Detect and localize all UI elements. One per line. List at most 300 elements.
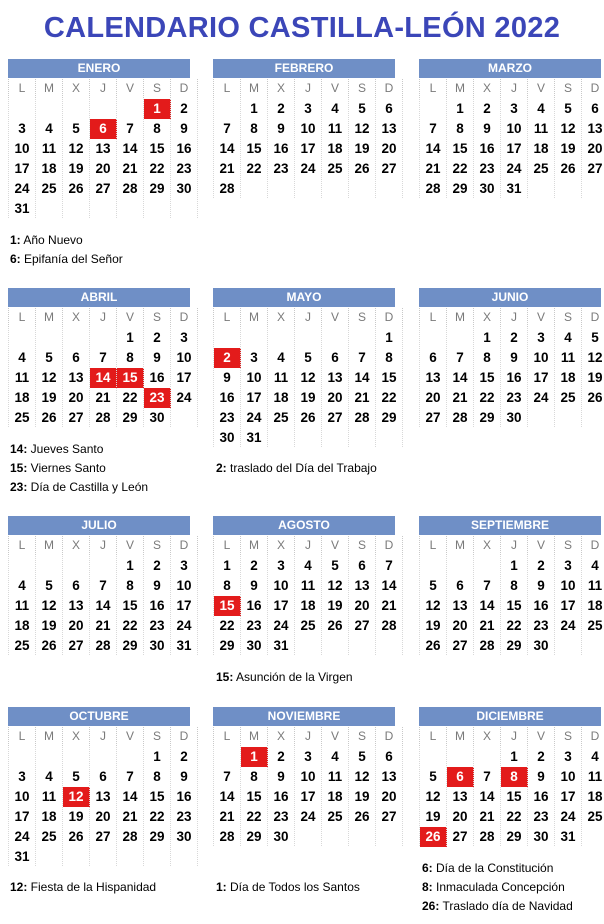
day-cell: 23	[528, 807, 555, 827]
day-cell: 1	[501, 556, 528, 576]
weekday-label: M	[447, 727, 474, 747]
day-cell: 8	[447, 119, 474, 139]
day-cell: 20	[447, 616, 474, 636]
weekday-label: L	[214, 79, 241, 99]
day-cell: 19	[36, 616, 63, 636]
day-cell: 13	[376, 119, 403, 139]
week-row	[9, 139, 198, 159]
day-cell: 22	[144, 159, 171, 179]
empty-cell	[349, 428, 376, 448]
empty-cell	[90, 556, 117, 576]
day-cell: 21	[349, 388, 376, 408]
weekday-label: J	[90, 727, 117, 747]
day-cell: 24	[268, 616, 295, 636]
weekday-label: L	[214, 536, 241, 556]
empty-cell	[90, 747, 117, 767]
day-cell: 24	[295, 159, 322, 179]
weekday-label: M	[36, 727, 63, 747]
day-cell: 6	[322, 348, 349, 368]
day-cell: 29	[501, 636, 528, 656]
week-row	[214, 348, 403, 368]
day-cell: 14	[420, 139, 447, 159]
weekday-label: J	[90, 536, 117, 556]
day-cell: 6	[420, 348, 447, 368]
week-row	[214, 827, 403, 847]
weekday-label: V	[322, 308, 349, 328]
holiday-note	[422, 897, 573, 916]
weekday-label: L	[9, 308, 36, 328]
day-cell: 15	[376, 368, 403, 388]
week-row	[214, 408, 403, 428]
week-row	[420, 556, 604, 576]
weekday-label: M	[447, 308, 474, 328]
day-cell: 17	[241, 388, 268, 408]
month-febrero	[213, 59, 395, 199]
weekday-label: D	[171, 536, 198, 556]
holiday-note-day: 26:	[422, 899, 440, 913]
weekday-label: X	[474, 536, 501, 556]
empty-cell	[268, 428, 295, 448]
holiday-note	[216, 459, 377, 478]
day-cell: 9	[214, 368, 241, 388]
holiday-note-day: 6:	[10, 252, 21, 266]
week-row	[420, 787, 604, 807]
day-cell: 18	[322, 139, 349, 159]
empty-cell	[420, 556, 447, 576]
empty-cell	[171, 847, 198, 867]
day-cell: 19	[420, 616, 447, 636]
day-cell: 25	[555, 388, 582, 408]
day-cell: 8	[376, 348, 403, 368]
day-cell: 22	[474, 388, 501, 408]
week-row	[9, 747, 198, 767]
day-cell: 16	[171, 139, 198, 159]
empty-cell	[474, 747, 501, 767]
day-cell: 24	[555, 616, 582, 636]
holiday-day-cell: 12	[63, 787, 90, 807]
day-cell: 22	[144, 807, 171, 827]
week-row	[214, 119, 403, 139]
day-cell: 6	[349, 556, 376, 576]
weekday-label: V	[528, 727, 555, 747]
weekday-label: M	[447, 79, 474, 99]
week-row	[214, 179, 403, 199]
weekday-label: V	[117, 79, 144, 99]
day-cell: 13	[322, 368, 349, 388]
day-cell: 8	[241, 767, 268, 787]
month-grid	[8, 78, 198, 219]
day-cell: 8	[117, 348, 144, 368]
holiday-note-day: 2:	[216, 461, 227, 475]
weekday-label: J	[90, 308, 117, 328]
empty-cell	[36, 99, 63, 119]
day-cell: 11	[9, 596, 36, 616]
day-cell: 1	[117, 328, 144, 348]
day-cell: 3	[295, 99, 322, 119]
day-cell: 5	[349, 747, 376, 767]
day-cell: 30	[241, 636, 268, 656]
holiday-note-text: Viernes Santo	[27, 461, 106, 475]
day-cell: 10	[9, 787, 36, 807]
weekday-label: J	[501, 79, 528, 99]
day-cell: 22	[501, 616, 528, 636]
weekday-label: M	[241, 727, 268, 747]
month-diciembre	[419, 707, 601, 847]
month-header: ABRIL	[8, 288, 190, 307]
day-cell: 4	[268, 348, 295, 368]
day-cell: 5	[555, 99, 582, 119]
day-cell: 28	[349, 408, 376, 428]
month-noviembre	[213, 707, 395, 847]
day-cell: 29	[117, 408, 144, 428]
day-cell: 6	[63, 576, 90, 596]
day-cell: 14	[474, 787, 501, 807]
holiday-note-text: Fiesta de la Hispanidad	[27, 880, 157, 894]
day-cell: 17	[295, 139, 322, 159]
week-row	[420, 159, 604, 179]
day-cell: 18	[9, 388, 36, 408]
weekday-label: X	[474, 727, 501, 747]
day-cell: 19	[349, 139, 376, 159]
month-agosto	[213, 516, 395, 656]
empty-cell	[447, 328, 474, 348]
week-row	[9, 847, 198, 867]
day-cell: 26	[63, 179, 90, 199]
day-cell: 19	[420, 807, 447, 827]
day-cell: 28	[214, 179, 241, 199]
day-cell: 1	[241, 99, 268, 119]
day-cell: 14	[474, 596, 501, 616]
day-cell: 22	[501, 807, 528, 827]
holiday-day-cell: 8	[501, 767, 528, 787]
week-row	[9, 368, 198, 388]
day-cell: 13	[349, 576, 376, 596]
empty-cell	[90, 99, 117, 119]
day-cell: 22	[241, 159, 268, 179]
day-cell: 21	[214, 159, 241, 179]
day-cell: 18	[582, 596, 604, 616]
weekday-label: S	[144, 727, 171, 747]
week-row	[420, 767, 604, 787]
day-cell: 15	[241, 139, 268, 159]
day-cell: 16	[501, 368, 528, 388]
day-cell: 25	[268, 408, 295, 428]
day-cell: 2	[268, 747, 295, 767]
day-cell: 21	[376, 596, 403, 616]
week-row	[214, 139, 403, 159]
day-cell: 23	[501, 388, 528, 408]
day-cell: 6	[376, 99, 403, 119]
weekday-label: L	[420, 79, 447, 99]
week-row	[420, 616, 604, 636]
week-row	[214, 576, 403, 596]
empty-cell	[36, 847, 63, 867]
empty-cell	[376, 827, 403, 847]
empty-cell	[63, 556, 90, 576]
month-grid	[8, 307, 198, 428]
month-grid	[213, 535, 403, 656]
day-cell: 25	[528, 159, 555, 179]
holiday-note-text: Jueves Santo	[27, 442, 104, 456]
day-cell: 22	[376, 388, 403, 408]
day-cell: 15	[474, 368, 501, 388]
empty-cell	[63, 328, 90, 348]
weekday-label: X	[63, 536, 90, 556]
day-cell: 17	[171, 596, 198, 616]
day-cell: 18	[295, 596, 322, 616]
day-cell: 12	[349, 767, 376, 787]
day-cell: 9	[171, 119, 198, 139]
empty-cell	[474, 556, 501, 576]
empty-cell	[582, 636, 604, 656]
empty-cell	[9, 556, 36, 576]
day-cell: 16	[214, 388, 241, 408]
day-cell: 18	[528, 139, 555, 159]
day-cell: 10	[171, 576, 198, 596]
week-row	[9, 576, 198, 596]
day-cell: 18	[555, 368, 582, 388]
weekday-label: D	[582, 308, 604, 328]
day-cell: 5	[36, 348, 63, 368]
day-cell: 5	[322, 556, 349, 576]
weekday-label: D	[171, 727, 198, 747]
holiday-day-cell: 6	[90, 119, 117, 139]
weekday-label: L	[214, 727, 241, 747]
day-cell: 18	[9, 616, 36, 636]
week-row	[420, 328, 604, 348]
empty-cell	[36, 747, 63, 767]
holiday-notes-q2-left	[10, 440, 148, 497]
empty-cell	[214, 99, 241, 119]
holiday-day-cell: 15	[117, 368, 144, 388]
day-cell: 29	[117, 636, 144, 656]
holiday-note	[10, 459, 148, 478]
empty-cell	[322, 428, 349, 448]
day-cell: 25	[322, 807, 349, 827]
weekday-label: S	[144, 79, 171, 99]
day-cell: 26	[349, 807, 376, 827]
day-cell: 24	[295, 807, 322, 827]
day-cell: 31	[9, 199, 36, 219]
day-cell: 3	[9, 119, 36, 139]
week-row	[214, 388, 403, 408]
day-cell: 2	[268, 99, 295, 119]
day-cell: 25	[9, 636, 36, 656]
month-grid	[419, 535, 604, 656]
day-cell: 16	[528, 787, 555, 807]
day-cell: 12	[36, 368, 63, 388]
week-row	[9, 408, 198, 428]
holiday-note-day: 6:	[422, 861, 433, 875]
day-cell: 13	[90, 787, 117, 807]
day-cell: 1	[117, 556, 144, 576]
day-cell: 24	[555, 807, 582, 827]
weekday-label: L	[9, 536, 36, 556]
day-cell: 11	[322, 119, 349, 139]
day-cell: 13	[447, 596, 474, 616]
month-marzo	[419, 59, 601, 199]
day-cell: 27	[447, 636, 474, 656]
day-cell: 17	[555, 787, 582, 807]
empty-cell	[555, 636, 582, 656]
day-cell: 15	[117, 596, 144, 616]
weekday-label: V	[117, 727, 144, 747]
weekday-label: X	[268, 308, 295, 328]
day-cell: 31	[501, 179, 528, 199]
day-cell: 7	[90, 348, 117, 368]
day-cell: 3	[9, 767, 36, 787]
day-cell: 5	[295, 348, 322, 368]
holiday-day-cell: 6	[447, 767, 474, 787]
day-cell: 6	[582, 99, 604, 119]
day-cell: 9	[241, 576, 268, 596]
day-cell: 28	[117, 827, 144, 847]
empty-cell	[63, 199, 90, 219]
week-row	[214, 747, 403, 767]
weekday-label: S	[349, 727, 376, 747]
empty-cell	[376, 179, 403, 199]
day-cell: 30	[528, 636, 555, 656]
day-cell: 21	[90, 388, 117, 408]
day-cell: 20	[376, 139, 403, 159]
day-cell: 9	[528, 767, 555, 787]
day-cell: 4	[9, 576, 36, 596]
month-header: SEPTIEMBRE	[419, 516, 601, 535]
empty-cell	[295, 827, 322, 847]
day-cell: 31	[241, 428, 268, 448]
day-cell: 23	[144, 616, 171, 636]
week-row	[214, 787, 403, 807]
day-cell: 28	[90, 408, 117, 428]
holiday-note	[422, 878, 573, 897]
week-row	[9, 636, 198, 656]
day-cell: 27	[376, 807, 403, 827]
holiday-day-cell: 15	[214, 596, 241, 616]
day-cell: 25	[295, 616, 322, 636]
weekday-label: J	[295, 536, 322, 556]
week-row	[420, 368, 604, 388]
day-cell: 10	[9, 139, 36, 159]
week-row	[9, 199, 198, 219]
weekday-label: V	[322, 727, 349, 747]
day-cell: 11	[528, 119, 555, 139]
holiday-day-cell: 2	[214, 348, 241, 368]
week-row	[214, 428, 403, 448]
day-cell: 3	[241, 348, 268, 368]
day-cell: 4	[582, 556, 604, 576]
day-cell: 20	[322, 388, 349, 408]
day-cell: 3	[555, 747, 582, 767]
day-cell: 30	[501, 408, 528, 428]
day-cell: 20	[63, 388, 90, 408]
day-cell: 4	[322, 99, 349, 119]
weekday-label: X	[268, 79, 295, 99]
day-cell: 3	[171, 556, 198, 576]
weekday-label: S	[349, 79, 376, 99]
day-cell: 13	[376, 767, 403, 787]
weekday-label: L	[9, 79, 36, 99]
day-cell: 2	[171, 99, 198, 119]
day-cell: 23	[171, 159, 198, 179]
month-header: JULIO	[8, 516, 190, 535]
day-cell: 15	[241, 787, 268, 807]
weekday-label: D	[376, 536, 403, 556]
day-cell: 28	[117, 179, 144, 199]
day-cell: 28	[420, 179, 447, 199]
weekday-label: S	[144, 308, 171, 328]
week-row	[420, 747, 604, 767]
day-cell: 20	[420, 388, 447, 408]
day-cell: 24	[9, 179, 36, 199]
day-cell: 28	[474, 827, 501, 847]
day-cell: 9	[171, 767, 198, 787]
week-row	[9, 556, 198, 576]
weekday-label: S	[555, 79, 582, 99]
empty-cell	[582, 408, 604, 428]
day-cell: 27	[376, 159, 403, 179]
day-cell: 4	[9, 348, 36, 368]
week-row	[214, 596, 403, 616]
page-title: CALENDARIO CASTILLA-LEÓN 2022	[43, 12, 561, 44]
day-cell: 14	[214, 139, 241, 159]
day-cell: 23	[241, 616, 268, 636]
weekday-label: V	[528, 308, 555, 328]
weekday-label: S	[349, 308, 376, 328]
holiday-note-text: Año Nuevo	[20, 233, 83, 247]
day-cell: 15	[144, 139, 171, 159]
week-row	[9, 616, 198, 636]
day-cell: 27	[63, 636, 90, 656]
day-cell: 25	[9, 408, 36, 428]
empty-cell	[349, 636, 376, 656]
day-cell: 17	[9, 159, 36, 179]
holiday-day-cell: 1	[144, 99, 171, 119]
day-cell: 13	[63, 596, 90, 616]
day-cell: 3	[171, 328, 198, 348]
day-cell: 29	[144, 179, 171, 199]
day-cell: 30	[171, 827, 198, 847]
empty-cell	[9, 747, 36, 767]
empty-cell	[528, 179, 555, 199]
day-cell: 8	[501, 576, 528, 596]
month-header: AGOSTO	[213, 516, 395, 535]
weekday-label: M	[241, 79, 268, 99]
weekday-label: M	[241, 536, 268, 556]
month-header: MAYO	[213, 288, 395, 307]
empty-cell	[420, 328, 447, 348]
day-cell: 10	[555, 576, 582, 596]
day-cell: 27	[349, 616, 376, 636]
day-cell: 11	[36, 139, 63, 159]
empty-cell	[171, 408, 198, 428]
weekday-label: M	[36, 308, 63, 328]
holiday-note-day: 23:	[10, 480, 28, 494]
day-cell: 9	[144, 576, 171, 596]
day-cell: 25	[36, 827, 63, 847]
empty-cell	[376, 636, 403, 656]
day-cell: 22	[117, 616, 144, 636]
week-row	[420, 576, 604, 596]
day-cell: 18	[582, 787, 604, 807]
week-row	[214, 328, 403, 348]
day-cell: 17	[528, 368, 555, 388]
week-row	[420, 139, 604, 159]
empty-cell	[241, 179, 268, 199]
day-cell: 11	[555, 348, 582, 368]
day-cell: 17	[9, 807, 36, 827]
day-cell: 22	[241, 807, 268, 827]
empty-cell	[268, 328, 295, 348]
